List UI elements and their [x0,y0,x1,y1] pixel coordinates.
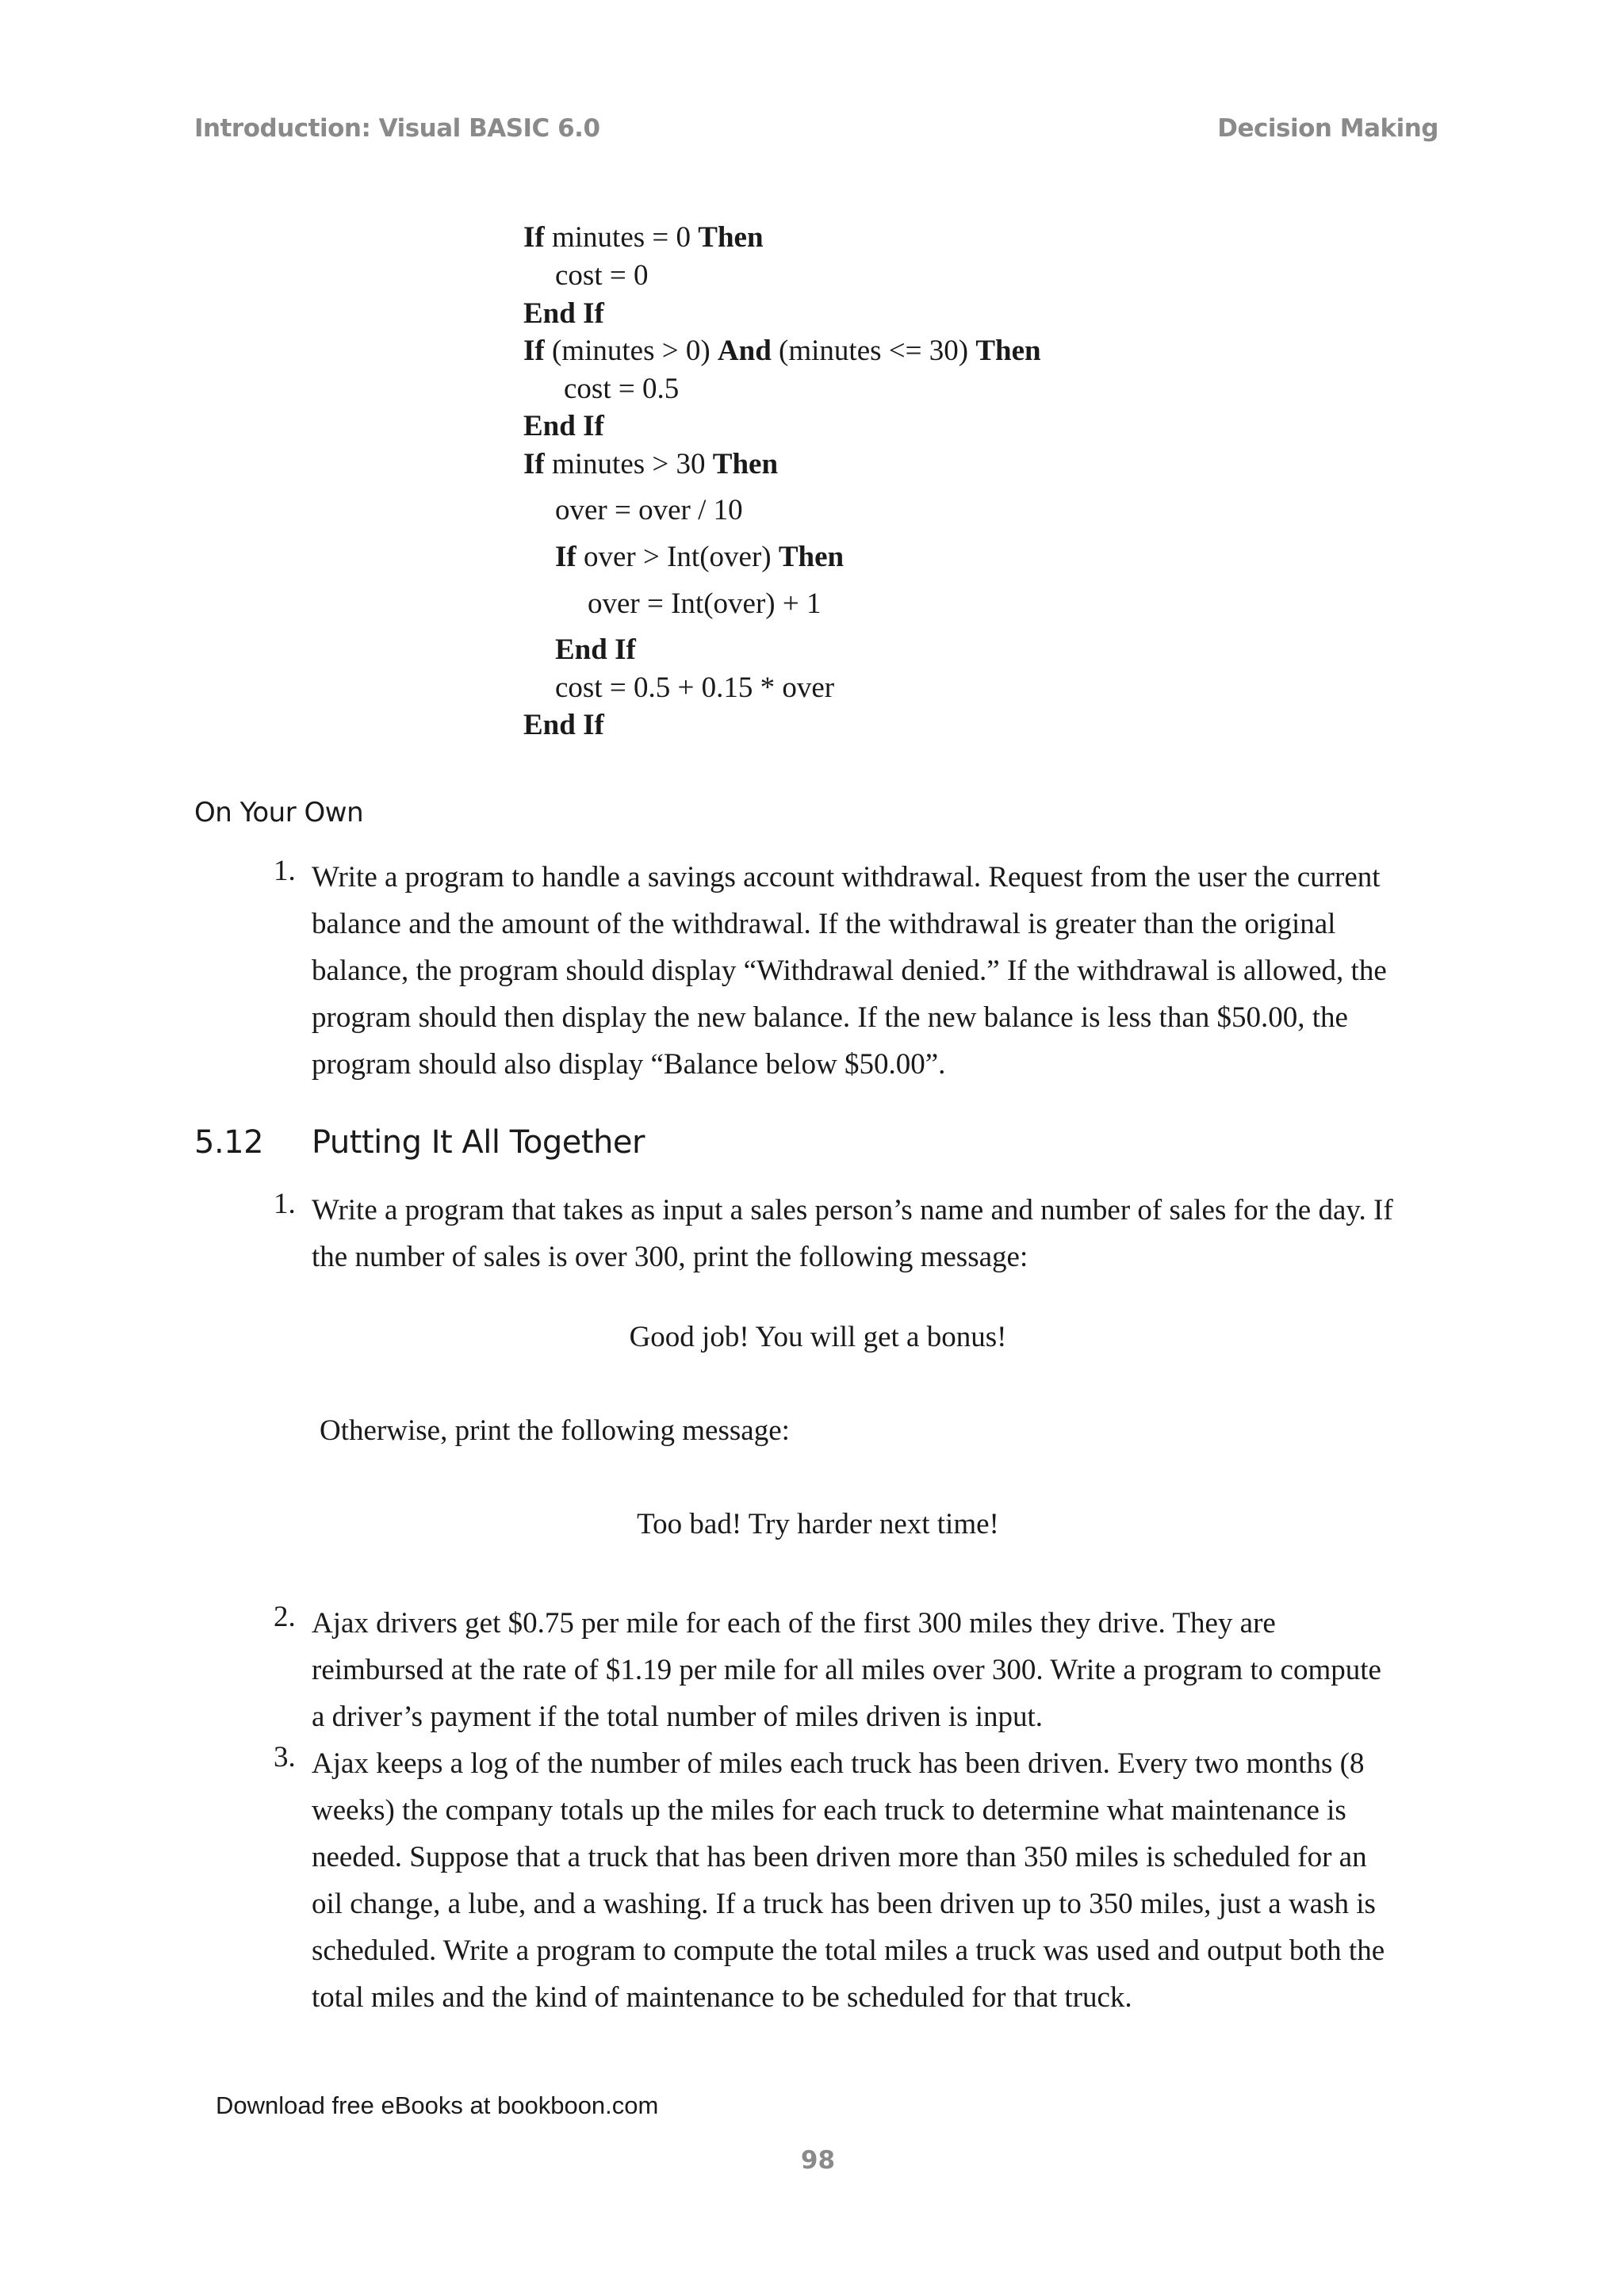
code-line: cost = 0.5 + 0.15 * over [555,672,835,704]
code-line [523,220,764,254]
text-line: Write a program that takes as input a sales person’s name and number of sales for the day. If [312,1194,1393,1226]
running-header-title: Introduction: Visual BASIC 6.0 [194,114,600,143]
code-line [523,297,604,331]
code-keyword: If [523,221,545,254]
text-line: Ajax drivers get $0.75 per mile for each of the first 300 miles they drive. They are [312,1607,1276,1640]
text-line: Write a program to handle a savings account withdrawal. Request from the user the current [312,861,1381,894]
item-number: 1. [274,1188,296,1220]
item-number: 2. [274,1601,296,1633]
text-line: Ajax keeps a log of the number of miles each truck has been driven. Every two months (8 [312,1747,1365,1780]
text-line: balance and the amount of the withdrawal. If the withdrawal is greater than the original [312,908,1336,940]
code-line [523,334,1041,368]
text-line: program should also display “Balance below $50.00”. [312,1048,946,1081]
code-keyword: Then [698,221,764,254]
text-line: oil change, a lube, and a washing. If a truck has been driven up to 350 miles, just a wash is [312,1888,1376,1920]
code-keyword: And [717,335,772,367]
text-line: weeks) the company totals up the miles for each truck to determine what maintenance is [312,1794,1346,1827]
code-text: minutes = 0 [544,221,699,254]
on-your-own-heading: On Your Own [194,797,364,828]
code-keyword: Then [778,541,845,573]
code-line: cost = 0.5 [564,373,680,405]
text-line: the number of sales is over 300, print the following message: [312,1241,1028,1273]
text-line: balance, the program should display “Withdrawal denied.” If the withdrawal is allowed, the [312,955,1387,987]
otherwise-text: Otherwise, print the following message: [320,1414,790,1447]
section-title: Putting It All Together [312,1124,645,1161]
text-line: needed. Suppose that a truck that has been driven more than 350 miles is scheduled for an [312,1841,1367,1873]
item-number: 1. [274,855,296,887]
code-line: over = Int(over) + 1 [588,587,822,620]
code-line [523,708,604,742]
code-keyword: End If [555,633,636,666]
code-keyword: Then [712,448,779,480]
code-line [523,447,778,481]
code-keyword: If [523,335,545,367]
section-number: 5.12 [194,1124,264,1161]
code-keyword: If [523,448,545,480]
item-paragraph [312,1600,1477,1740]
code-keyword: If [555,541,576,573]
item-number: 3. [274,1741,296,1774]
text-line: reimbursed at the rate of $1.19 per mile for all miles over 300. Write a program to compute [312,1654,1381,1686]
try-harder-message: Too bad! Try harder next time! [637,1508,999,1540]
code-line: over = over / 10 [555,494,743,526]
item-paragraph [312,1740,1477,2021]
code-text: minutes > 30 [544,448,713,480]
code-keyword: Then [975,335,1041,367]
item-paragraph [312,854,1477,1088]
running-header-chapter: Decision Making [1217,114,1438,143]
code-keyword: End If [523,709,604,741]
item-paragraph [312,1187,1477,1280]
page-number: 98 [800,2146,836,2175]
code-text: (minutes <= 30) [771,335,976,367]
code-text: (minutes > 0) [544,335,718,367]
code-text: over > Int(over) [576,541,779,573]
download-link[interactable]: Download free eBooks at bookboon.com [216,2091,659,2119]
code-line: cost = 0 [555,259,649,292]
text-line: program should then display the new balance. If the new balance is less than $50.00, the [312,1001,1348,1034]
code-line [523,409,604,443]
code-keyword: End If [523,410,604,442]
text-line: scheduled. Write a program to compute the total miles a truck was used and output both the [312,1934,1385,1967]
bonus-message: Good job! You will get a bonus! [629,1321,1007,1353]
text-line: a driver’s payment if the total number of miles driven is input. [312,1701,1044,1733]
text-line: total miles and the kind of maintenance to be scheduled for that truck. [312,1981,1132,2014]
code-line [555,633,636,667]
code-keyword: End If [523,297,604,330]
code-line [555,540,844,574]
